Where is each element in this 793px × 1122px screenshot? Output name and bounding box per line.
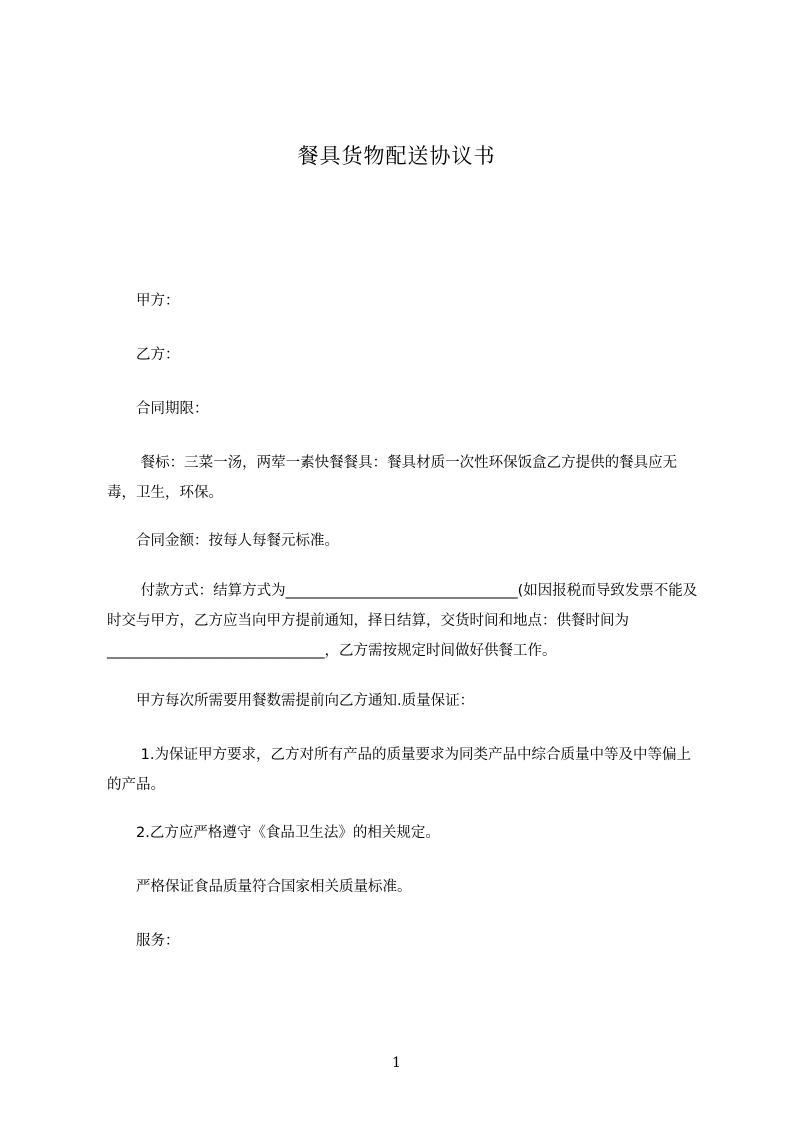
contract-term-line: 合同期限： xyxy=(136,401,209,417)
document-title: 餐具货物配送协议书 xyxy=(297,144,496,168)
page-number: 1 xyxy=(392,1055,401,1071)
meal-notice-line: 甲方每次所需要用餐数需提前向乙方通知.质量保证： xyxy=(136,693,475,709)
payment-method-paragraph: 付款方式：结算方式为________________________________(如因报税而导致发票不能及时交与甲方，乙方应当向甲方提前通知，择日结算，交货时间和地点：供餐时间为______________________________，乙方需按规定时间做好供餐工作。 xyxy=(107,583,698,659)
contract-amount-line: 合同金额：按每人每餐元标准。 xyxy=(136,533,339,549)
meal-standard-paragraph: 餐标：三菜一汤，两荤一素快餐餐具：餐具材质一次性环保饭盒乙方提供的餐具应无毒，卫生，环保。 xyxy=(107,455,678,501)
party-a-line: 甲方： xyxy=(136,293,180,309)
quality-item-2: 2.乙方应严格遵守《食品卫生法》的相关规定。 xyxy=(136,825,440,841)
quality-standard-line: 严格保证食品质量符合国家相关质量标准。 xyxy=(136,879,412,895)
quality-item-1: 1.为保证甲方要求，乙方对所有产品的质量要求为同类产品中综合质量中等及中等偏上的产品。 xyxy=(107,747,691,793)
party-b-line: 乙方： xyxy=(136,347,180,363)
service-heading: 服务： xyxy=(136,933,180,949)
